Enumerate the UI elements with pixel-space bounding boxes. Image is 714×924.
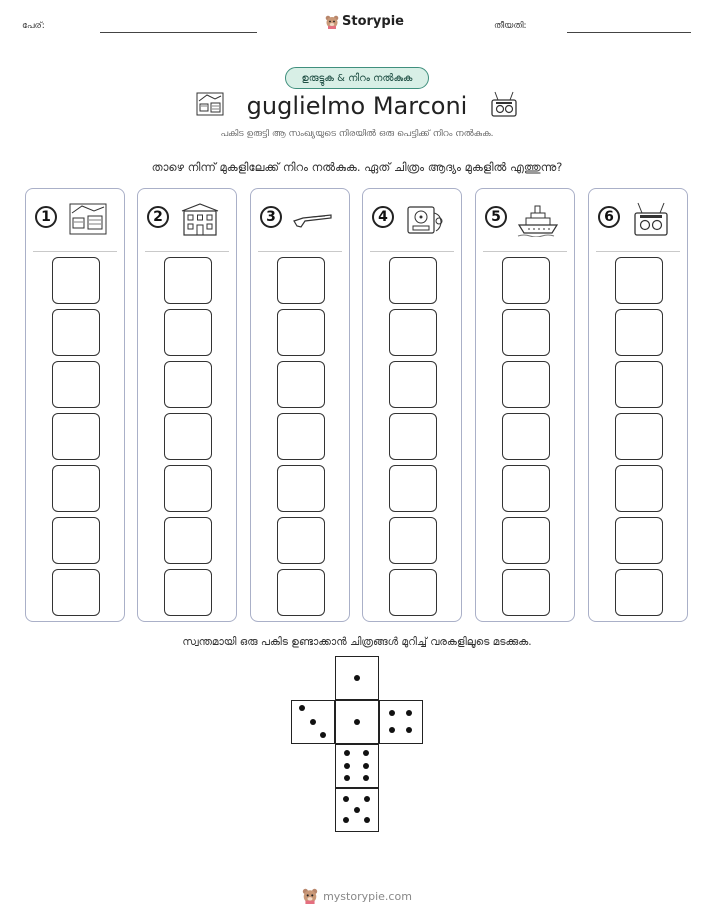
color-box[interactable] (164, 257, 212, 304)
color-box[interactable] (389, 309, 437, 356)
color-box[interactable] (615, 465, 663, 512)
color-box[interactable] (389, 361, 437, 408)
column-divider (33, 251, 117, 252)
color-box[interactable] (164, 517, 212, 564)
brand-logo (325, 14, 404, 29)
pip (389, 710, 395, 716)
column-divider (258, 251, 342, 252)
column-1 (25, 188, 125, 622)
color-box[interactable] (277, 257, 325, 304)
subtitle: പകിട ഉരുട്ടി ആ സംഖ്യയുടെ നിരയിൽ ഒരു പെട്ടിക്ക് നിറം നൽകുക. (220, 129, 494, 139)
color-box[interactable] (389, 517, 437, 564)
column-number: 1 (35, 206, 57, 228)
color-box[interactable] (52, 309, 100, 356)
page-title (0, 89, 714, 120)
pip (354, 807, 360, 813)
color-box[interactable] (502, 413, 550, 460)
dice-instruction: സ്വന്തമായി ഒരു പകിട ഉണ്ടാക്കാൻ ചിത്രങ്ങൾ മുറിച്ച് വരകളിലൂടെ മടക്കുക. (182, 636, 532, 648)
column-5 (475, 188, 575, 622)
column-6 (588, 188, 688, 622)
pip (364, 817, 370, 823)
pip (320, 732, 326, 738)
pip (344, 775, 350, 781)
column-4 (362, 188, 462, 622)
pip (406, 727, 412, 733)
color-box[interactable] (164, 465, 212, 512)
date-label: തീയതി: (494, 21, 527, 31)
building-icon (178, 201, 222, 237)
color-box[interactable] (615, 257, 663, 304)
color-box[interactable] (389, 465, 437, 512)
color-box[interactable] (164, 569, 212, 616)
color-box[interactable] (277, 569, 325, 616)
title-text: guglielmo Marconi (246, 92, 468, 120)
dice-face-1[interactable] (335, 700, 379, 744)
column-header (589, 189, 687, 251)
pip (364, 796, 370, 802)
dice-face-1[interactable] (335, 656, 379, 700)
column-number: 3 (260, 206, 282, 228)
column-2 (137, 188, 237, 622)
radio-icon (629, 201, 673, 237)
color-box[interactable] (615, 309, 663, 356)
color-box[interactable] (277, 517, 325, 564)
pip (354, 675, 360, 681)
column-number: 5 (485, 206, 507, 228)
column-divider (596, 251, 680, 252)
color-box[interactable] (615, 517, 663, 564)
pip (389, 727, 395, 733)
color-box[interactable] (615, 361, 663, 408)
radio-icon (489, 89, 519, 119)
column-number: 4 (372, 206, 394, 228)
pip (310, 719, 316, 725)
color-box[interactable] (502, 569, 550, 616)
color-box[interactable] (615, 569, 663, 616)
pip (363, 763, 369, 769)
color-box[interactable] (52, 361, 100, 408)
color-box[interactable] (52, 569, 100, 616)
radio-apparatus-icon (403, 201, 447, 237)
bear-icon (325, 15, 339, 29)
color-box[interactable] (52, 465, 100, 512)
column-divider (145, 251, 229, 252)
pip (344, 750, 350, 756)
color-box[interactable] (502, 517, 550, 564)
pip (299, 705, 305, 711)
dice-face-5[interactable] (335, 788, 379, 832)
color-box[interactable] (52, 413, 100, 460)
pip (363, 750, 369, 756)
workshop-icon (195, 89, 225, 119)
color-box[interactable] (277, 309, 325, 356)
bear-icon (302, 888, 318, 904)
column-header (138, 189, 236, 251)
color-box[interactable] (389, 413, 437, 460)
color-box[interactable] (164, 309, 212, 356)
color-box[interactable] (389, 569, 437, 616)
column-header (363, 189, 461, 251)
column-header (476, 189, 574, 251)
activity-pill: ഉരുട്ടുക & നിറം നൽകുക (285, 67, 429, 89)
color-box[interactable] (164, 413, 212, 460)
column-number: 6 (598, 206, 620, 228)
name-line[interactable] (100, 32, 257, 33)
color-box[interactable] (277, 413, 325, 460)
pip (363, 775, 369, 781)
color-box[interactable] (502, 257, 550, 304)
color-box[interactable] (389, 257, 437, 304)
rifle-icon (291, 201, 335, 237)
column-number: 2 (147, 206, 169, 228)
color-box[interactable] (277, 465, 325, 512)
brand-name: Storypie (342, 14, 404, 29)
ship-icon (516, 201, 560, 237)
workshop-icon (66, 201, 110, 237)
color-box[interactable] (52, 257, 100, 304)
pip (354, 719, 360, 725)
color-box[interactable] (164, 361, 212, 408)
date-line[interactable] (567, 32, 691, 33)
footer-url[interactable]: mystorypie.com (323, 889, 412, 903)
column-header (26, 189, 124, 251)
pip (344, 763, 350, 769)
color-box[interactable] (52, 517, 100, 564)
color-box[interactable] (502, 309, 550, 356)
name-label: പേര്: (22, 21, 45, 31)
instruction: താഴെ നിന്ന് മുകളിലേക്ക് നിറം നൽകുക. ഏത് ചിത്രം ആദ്യം മുകളിൽ എത്തുന്നു? (151, 160, 563, 174)
pip (343, 817, 349, 823)
pip (343, 796, 349, 802)
dice-face-4[interactable] (379, 700, 423, 744)
color-box[interactable] (502, 465, 550, 512)
dice-face-6[interactable] (335, 744, 379, 788)
column-3 (250, 188, 350, 622)
footer (0, 888, 714, 904)
color-box[interactable] (615, 413, 663, 460)
dice-face-3[interactable] (291, 700, 335, 744)
column-header (251, 189, 349, 251)
color-box[interactable] (277, 361, 325, 408)
color-box[interactable] (502, 361, 550, 408)
column-divider (483, 251, 567, 252)
column-divider (370, 251, 454, 252)
pip (406, 710, 412, 716)
